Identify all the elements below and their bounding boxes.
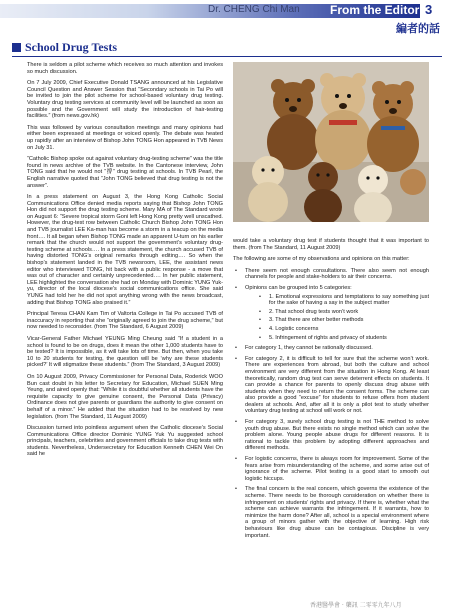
paragraph: On 10 August 2009, Privacy Commissioner for Personal Data, Roderick WOO Bun cast doubt in his letter to Secretary for Education, Michael SUEN Ming Yeung, and aired openly that: “While it is doubtful whether all students have the requisite capacity to give genuine consent, the Personal Data (Privacy) Ordinance does not give parents or guardians the authority to give consent on behalf of a minor.” He added that the situation had to be resolved by new legislation. (from The Standard, 11 August 2009) [27,373,223,420]
list-item [233,285,429,341]
left-column [27,62,223,463]
header-title-cjk: 編者的話 [396,22,440,35]
paragraph: “Catholic Bishop spoke out against voluntary drug-testing scheme” was the title found in news archive of the TVB website. In the Cantonese interview, John TONG said that he would not “撐” drug testing at schools. In TVB Pearl, the English narrative quoted that “John TONG believed that drug testing is not the answer”. [27,156,223,189]
paragraph: Discussion turned into pointless argument when the Catholic diocese’s Social Communications Office director Dominic YUNG Yuk Yu suggested school principals, teachers, celebrities and government officials to take drug tests with students. Nevertheless, Undersecretary for Education Kenneth CHEN Wei On said he [27,425,223,458]
section-heading [12,40,117,54]
list-item: • For category 2, it is difficult to tell for sure that the scheme won’t work. There are experiences from abroad, but both the culture and school environment are very different from the situation in Hong Kong. At least theoretically, random drug test can serve deterrent effects on students. It can provide a chance for parents to openly discuss drug abuse with students when they need to return the consent forms. The scheme can also provide a good “excuse” for students to refuse offers from student dealers at schools. And, after all it is only a pilot test to study whether voluntary drug testing at school will work or not. [233,356,429,415]
paragraph: On 7 July 2009, Chief Executive Donald TSANG announced at his Legislative Council Question and Answer Session that “Secondary schools in Tai Po will be invited to join the pilot scheme for school-based voluntary drug testing. Voluntary drug testing services at community level will be launched as soon as possible and the Government will study the introduction of hair-testing facilities.” (from news.gov.hk) [27,80,223,120]
page-number: 3 [425,2,433,17]
header-title: From the Editor [330,3,420,17]
observations-list [233,268,429,539]
category-item: • 4. Logistic concerns [257,326,429,333]
list-item: • There seem not enough consultations. There also seem not enough channels for people and stake-holders to air their concerns. [233,268,429,281]
paragraph: There is seldom a pilot scheme which receives so much attention and invokes so much discussion. [27,62,223,75]
list-item: • For logistic concerns, there is always room for improvement. Some of the fears arise from misunderstanding of the scheme, and some arise out of ignorance of the scheme. Pilot testing is a good start to smooth out logistic hiccups. [233,456,429,482]
paragraph: Principal Teresa CHAN Kam Tim of Valtorta College in Tai Po accused TVB of inaccuracy in reporting that she “originally agreed to join the drug scheme,” but now needed to reconsider. (from The Standard, 6 August 2009) [27,311,223,331]
category-item: • 2. That school drug tests won’t work [257,309,429,316]
category-item: • 1. Emotional expressions and temptations to say something just for the sake of having a say in the subject matter [257,294,429,307]
list-item-text: Opinions can be grouped into 5 categories: [245,284,352,291]
paragraph: Vicar-General Father Michael YEUNG Ming Cheung said “If a student in a school is found to be on drugs, does it mean the other 1,000 students have to be tested? It is impossible, as it will take lots of time. But then, when you take 10 to 20 students for testing, the question will be ‘why are these students picked?’ It will stigmatize these students.” (from The Standard, 3 August 2009) [27,335,223,369]
page-footer: 香港醫學會 · 藥訊 二零零九年八月 [310,602,402,609]
paragraph: In a press statement on August 3, the Hong Kong Catholic Social Communications Office denied media reports saying that Bishop John TONG Hon did not support the drug testing scheme. Mary MA of The Standard wrote on August 6: “Severe tropical storm Goni left Hong Kong pretty well unscathed. However, the drug-test row between Catholic Church Bishop John TONG Hon and TVB journalist LEE Ka-man has become a storm in a teacup on the media front…. It all began when Bishop TONG made an apparent U-turn on his earlier remark that the church would not support the government’s voluntary drug-testing scheme at schools…. In a press statement, the church accused TVB of having distorted TONG’s original remarks through editing…. So when the bishop’s statement landed in the TVB newsroom, LEE, the assistant news editor who interviewed TONG, hit back with a public response - a move that was out of character and certainly unprecedented…. In her public statement, LEE highlighted the conversation she had on Monday with Dominic YUNG Yuk-yu, director of the local diocese’s social communications office. She said YUNG had told her he did not spot anything wrong with the news broadcast, adding that Bishop TONG also praised it.” [27,194,223,306]
categories-list [245,294,429,342]
paragraph: The following are some of my observations and opinions on this matter: [233,256,410,263]
teddy-bears-photo [233,62,429,222]
square-bullet-icon [12,43,21,52]
section-rule [12,56,442,57]
category-item: • 3. That there are other better methods [257,317,429,324]
page-header [0,0,451,34]
list-item: • The final concern is the real concern, which governs the existence of the scheme. There needs to be thorough consideration on whether there is infringement on students’ rights and privacy. If there is, whether what the scheme can achieve warrants the infringement. If it warrants, how to minimize the harm done? After all, school is a special environment where a group of minors gather with the objective of learning. High risk behaviours like drug abuse can be contagious. Discipline is very important. [233,486,429,539]
category-item: • 5. Infringement of rights and privacy of students [257,335,429,342]
right-column [233,238,429,543]
paragraph: This was followed by various consultation meetings and many opinions had either been expressed at meetings or voiced openly. The debate was heated up rapidly after an interview of Bishop John TONG Hon appeared in TVB News on July 31. [27,124,223,151]
paragraph: would take a voluntary drug test if students thought that it was important to them. (from The Standard, 11 August 2009) [233,238,429,251]
list-item: • For category 1, they cannot be rationally discussed. [233,345,429,352]
section-title: School Drug Tests [25,39,118,54]
list-item: • For category 3, surely school drug testing is not THE method to solve youth drug abuse. But there exists no single method which can solve the problem alone. Young people abuse drugs for different reasons. It is rational to tackle this problem by adopting different approaches and different methods. [233,419,429,452]
header-author: Dr. CHENG Chi Man [208,4,300,15]
